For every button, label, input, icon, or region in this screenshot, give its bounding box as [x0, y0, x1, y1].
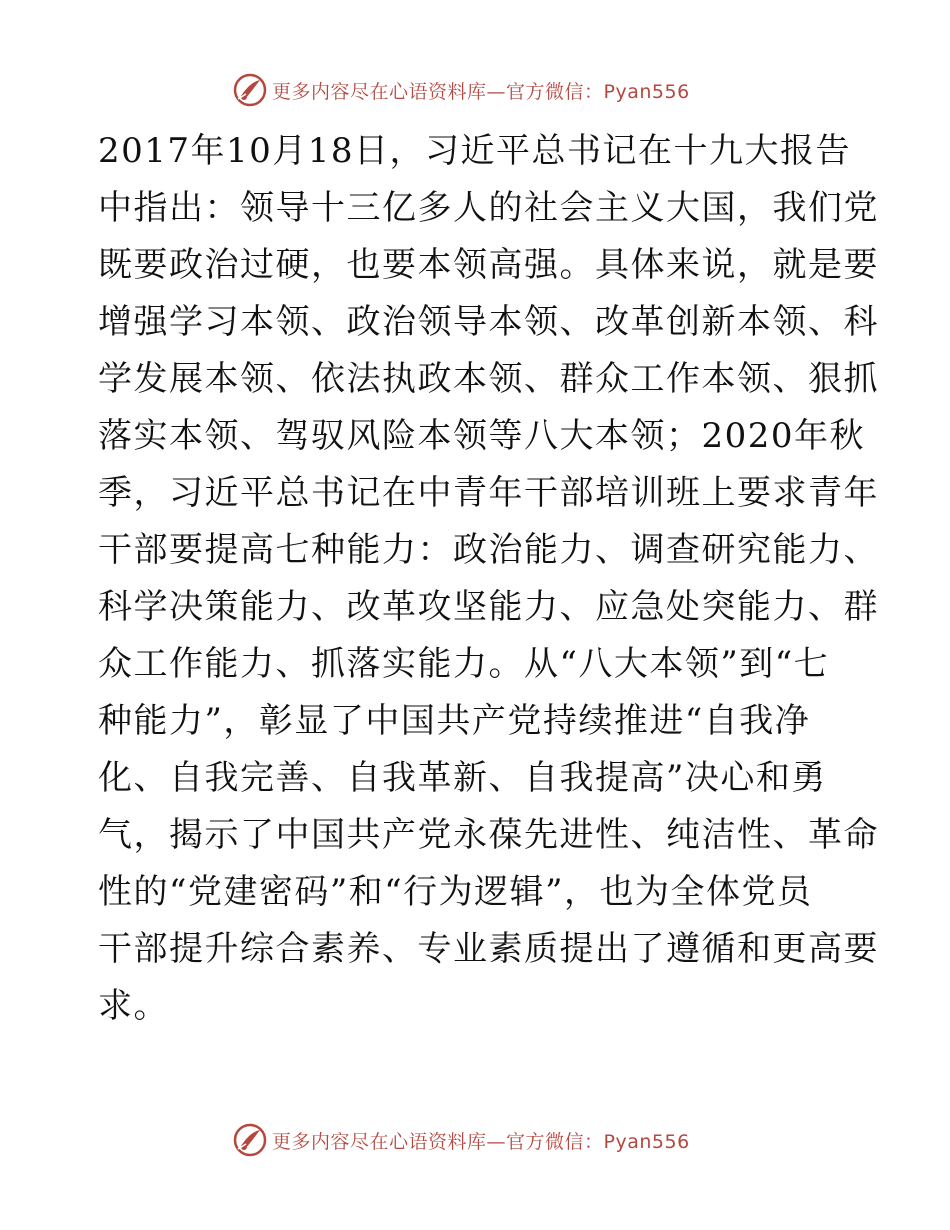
- paragraph-line: 求。: [98, 986, 169, 1026]
- paragraph-line: 季，习近平总书记在中青年干部培训班上要求青年: [98, 473, 879, 513]
- paragraph-line: 科学决策能力、改革攻坚能力、应急处突能力、群: [98, 587, 879, 627]
- paragraph-line: 众工作能力、抓落实能力。从“八大本领”到“七: [98, 644, 830, 684]
- paragraph-line: 增强学习本领、政治领导本领、改革创新本领、科: [98, 302, 879, 342]
- footer-slogan: 更多内容尽在心语资料库: [272, 1130, 487, 1153]
- paragraph-line: 性的“党建密码”和“行为逻辑”，也为全体党员: [98, 872, 813, 912]
- footer-banner: [232, 1120, 690, 1160]
- header-banner-text: [272, 77, 690, 104]
- footer-banner-text: [272, 1127, 690, 1154]
- book-quill-logo-icon: [232, 72, 268, 108]
- paragraph-line: 干部要提高七种能力：政治能力、调查研究能力、: [98, 530, 879, 570]
- paragraph-line: 2017年10月18日，习近平总书记在十九大报告: [98, 131, 852, 171]
- header-slogan: 更多内容尽在心语资料库: [272, 80, 487, 103]
- paragraph-line: 气，揭示了中国共产党永葆先进性、纯洁性、革命: [98, 815, 879, 855]
- header-wechat: 官方微信：Pyan556: [506, 80, 690, 103]
- header-separator: —: [486, 80, 507, 103]
- paragraph-line: 种能力”，彰显了中国共产党持续推进“自我净: [98, 701, 811, 741]
- paragraph-line: 化、自我完善、自我革新、自我提高”决心和勇: [98, 758, 827, 798]
- book-quill-logo-icon: [232, 1122, 268, 1158]
- header-banner: [232, 70, 690, 110]
- paragraph-line: 中指出：领导十三亿多人的社会主义大国，我们党: [98, 188, 879, 228]
- paragraph-line: 既要政治过硬，也要本领高强。具体来说，就是要: [98, 245, 879, 285]
- footer-separator: —: [486, 1130, 507, 1153]
- paragraph-line: 干部提升综合素养、专业素质提出了遵循和更高要: [98, 929, 879, 969]
- paragraph-line: 学发展本领、依法执政本领、群众工作本领、狠抓: [98, 359, 879, 399]
- body-paragraph: [98, 123, 879, 1035]
- footer-wechat: 官方微信：Pyan556: [506, 1130, 690, 1153]
- paragraph-line: 落实本领、驾驭风险本领等八大本领；2020年秋: [98, 416, 866, 456]
